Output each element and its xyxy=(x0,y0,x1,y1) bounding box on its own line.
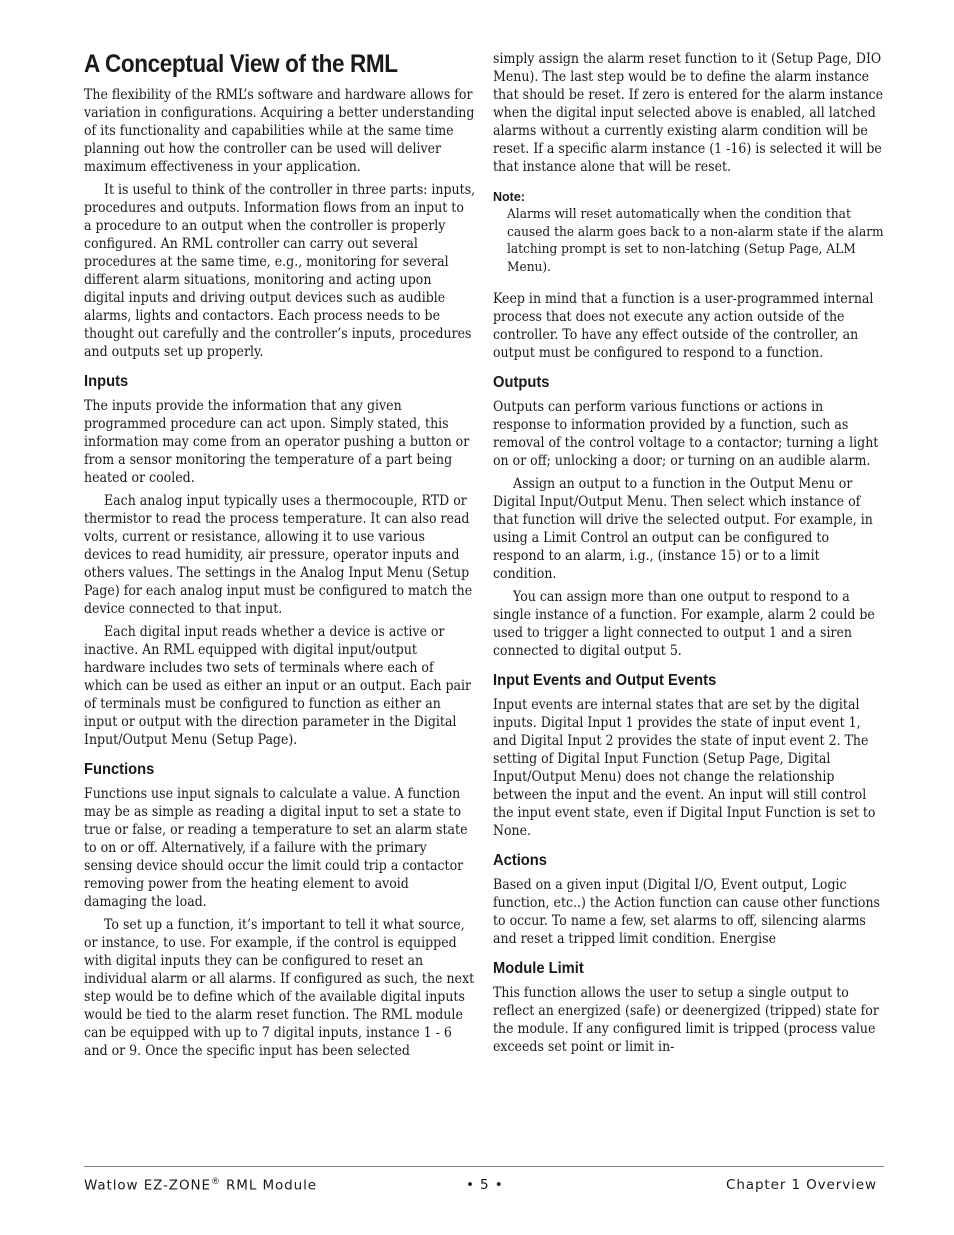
footer-product xyxy=(84,1177,317,1194)
footer-product-name: RML Module xyxy=(220,1177,317,1194)
footer-divider xyxy=(84,1166,884,1167)
actions-heading: Actions xyxy=(493,852,547,869)
outputs-heading: Outputs xyxy=(493,374,550,391)
footer-chapter: Chapter 1 Overview xyxy=(726,1177,877,1193)
inputs-paragraph-2: Each analog input typically uses a thermocouple, RTD or thermistor to read the process temperature. It can also read volts, current or resistance, allowing it to use various devices to read humidity, air pressure, operator inputs and others values. The settings in the Analog Input Menu (Setup Page) for each analog input must be configured to match the device connected to that input. xyxy=(84,493,473,617)
footer-brand: Watlow EZ-ZONE xyxy=(84,1177,211,1194)
outputs-paragraph-2: Assign an output to a function in the Output Menu or Digital Input/Output Menu. Then select which instance of that function will drive the selected output. For example, in using a Limit Control an output can be configured to respond to an alarm, i.g., (instance 15) or to a limit condition. xyxy=(493,476,873,582)
events-paragraph: Input events are internal states that are set by the digital inputs. Digital Input 1 provides the state of input event 1, and Digital Input 2 provides the state of input event 2. The setting of Digital Input Function (Setup Page, Digital Input/Output Menu) does not change the relationship between the input and the event. An input will still control the input event state, even if Digital Input Function is set to None. xyxy=(493,697,876,839)
footer-page-number: • 5 • xyxy=(466,1177,504,1193)
right-column xyxy=(493,50,885,1061)
functions-heading: Functions xyxy=(84,761,155,778)
events-heading: Input Events and Output Events xyxy=(493,672,717,689)
keep-in-mind-paragraph: Keep in mind that a function is a user-programmed internal process that does not execute any action outside of the controller. To have any effect outside of the controller, an output must be configured to respond to a function. xyxy=(493,291,874,361)
registered-mark: ® xyxy=(210,1177,221,1187)
inputs-paragraph-3: Each digital input reads whether a device is active or inactive. An RML equipped with digital input/output hardware includes two sets of terminals where each of which can be used as either an input or an output. Each pair of terminals must be configured to function as either an input or output with the direction parameter in the Digital Input/Output Menu (Setup Page). xyxy=(84,624,471,748)
functions-paragraph-1: Functions use input signals to calculate a value. A function may be as simple as reading a digital input to set a state to true or false, or reading a temperature to set an alarm state to on or off. Alternatively, if a failure with the primary sensing device should occur the limit could trip a contactor removing power from the heating element to avoid damaging the load. xyxy=(84,786,468,910)
outputs-paragraph-1: Outputs can perform various functions or actions in response to information provided by a function, such as removal of the control voltage to a contactor; turning a light on or off; unlocking a door; or turning on an audible alarm. xyxy=(493,399,879,469)
functions-paragraph-2: To set up a function, it’s important to tell it what source, or instance, to use. For example, if the control is equipped with digital inputs they can be configured to reset an individual alarm or all alarms. If configured as such, the next step would be to define which of the available digital inputs would be tied to the alarm reset function. The RML module can be equipped with up to 7 digital inputs, instance 1 - 6 and or 9. Once the specific input has been selected xyxy=(84,917,475,1059)
module-limit-heading: Module Limit xyxy=(493,960,584,977)
page-title: A Conceptual View of the RML xyxy=(84,50,398,78)
functions-continued-paragraph: simply assign the alarm reset function to it (Setup Page, DIO Menu). The last step would be to define the alarm instance that should be reset. If zero is entered for the alarm instance when the digital input selected above is enabled, all latched alarms without a currently existing alarm condition will be reset. If a specific alarm instance (1 -16) is selected it will be that instance alone that will be reset. xyxy=(493,51,884,175)
inputs-paragraph-1: The inputs provide the information that any given programmed procedure can act upon. Simply stated, this information may come from an operator pushing a button or from a sensor monitoring the temperature of a part being heated or cooled. xyxy=(84,398,470,486)
left-column xyxy=(84,50,476,1065)
note-label: Note: xyxy=(493,190,525,204)
module-limit-paragraph: This function allows the user to setup a single output to reflect an energized (safe) or deenergized (tripped) state for the module. If any configured limit is tripped (process value exceeds set point or limit in- xyxy=(493,985,879,1055)
intro-paragraph-2: It is useful to think of the controller in three parts: inputs, procedures and outputs. Information flows from an input to a procedure to an output when the controller is properly configured. An RML controller can carry out several procedures at the same time, e.g., monitoring for several different alarm situations, monitoring and acting upon digital inputs and driving output devices such as audible alarms, lights and contactors. Each process needs to be thought out carefully and the controller’s inputs, procedures and outputs set up properly. xyxy=(84,182,476,360)
inputs-heading: Inputs xyxy=(84,373,129,390)
outputs-paragraph-3: You can assign more than one output to respond to a single instance of a function. For example, alarm 2 could be used to trigger a light connected to output 1 and a siren connected to digital output 5. xyxy=(493,589,875,659)
intro-paragraph-1: The flexibility of the RML’s software and hardware allows for variation in configurations. Acquiring a better understanding of its functionality and capabilities while at the same time planning out how the controller can be used will deliver maximum effectiveness in your application. xyxy=(84,87,475,175)
note-text: Alarms will reset automatically when the condition that caused the alarm goes back to a non-alarm state if the alarm latching prompt is set to non-latching (Setup Page, ALM Menu). xyxy=(507,207,884,275)
actions-paragraph: Based on a given input (Digital I/O, Event output, Logic function, etc..) the Action function can cause other functions to occur. To name a few, set alarms to off, silencing alarms and reset a tripped limit condition. Energise xyxy=(493,877,880,947)
